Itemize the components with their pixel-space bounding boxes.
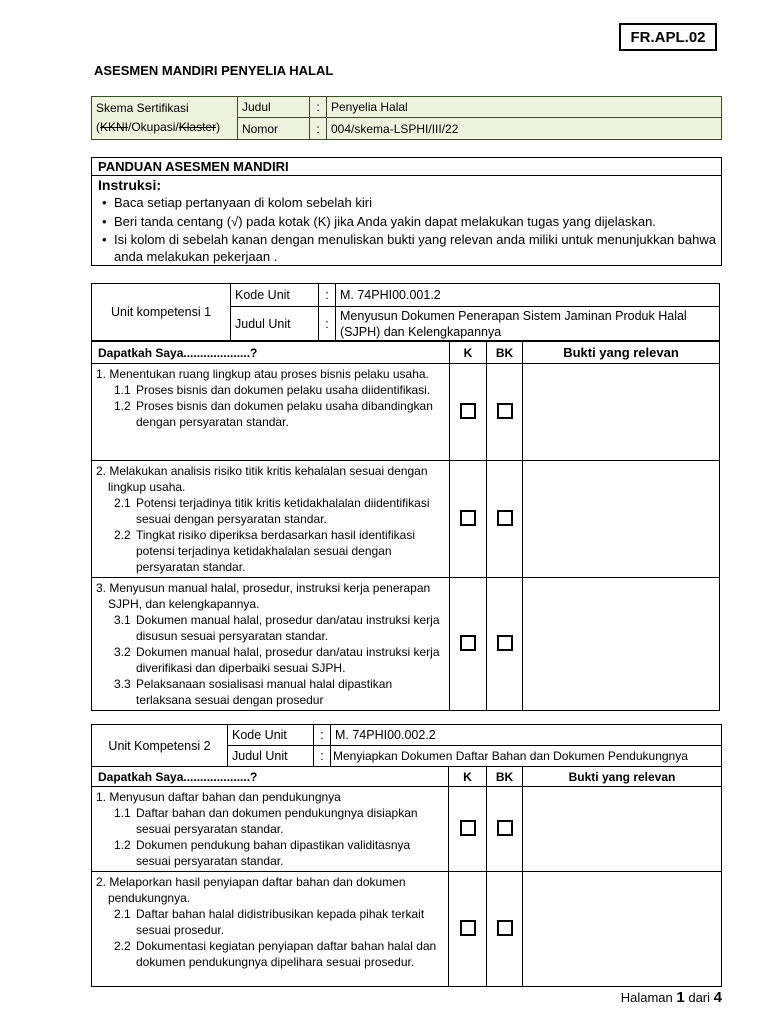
k-checkbox[interactable] [460, 920, 476, 936]
unit2-kode-label: Kode Unit [228, 725, 314, 746]
panduan-header: PANDUAN ASESMEN MANDIRI [92, 158, 721, 176]
bk-checkbox[interactable] [497, 820, 513, 836]
instruksi-label: Instruksi: [98, 177, 162, 193]
nomor-value: 004/skema-LSPHI/III/22 [327, 118, 722, 140]
table-row [92, 364, 720, 461]
unit1-label: Unit kompetensi 1 [92, 284, 231, 341]
unit2-label: Unit Kompetensi 2 [92, 725, 228, 767]
unit2-k-header: K [449, 767, 487, 787]
k-checkbox[interactable] [460, 403, 476, 419]
unit2-judul-value: Menyiapkan Dokumen Daftar Bahan dan Dokumen Pendukungnya [331, 746, 722, 767]
bukti-input[interactable] [523, 872, 722, 987]
table-row [92, 787, 722, 872]
page-total: 4 [713, 989, 722, 1006]
table-row [92, 578, 720, 711]
table-row [92, 461, 720, 578]
schema-table: Skema Sertifikasi (KKNI/Okupasi/Klaster) Judul : Penyelia Halal Nomor : 004/skema-LSPHI/III/22 [91, 96, 722, 140]
document-title: ASESMEN MANDIRI PENYELIA HALAL [94, 63, 334, 78]
page-number: 1 [676, 989, 685, 1006]
unit1-table: Unit kompetensi 1 Kode Unit : M. 74PHI00.001.2 Judul Unit : Menyusun Dokumen Penerapan Sistem Jaminan Produk Halal (SJPH) dan Kelengkapannya [91, 283, 720, 341]
unit1-k-header: K [450, 342, 487, 364]
unit1-bukti-header: Bukti yang relevan [523, 342, 720, 364]
judul-value: Penyelia Halal [327, 97, 722, 118]
unit2-table: Unit Kompetensi 2 Kode Unit : M. 74PHI00.002.2 Judul Unit : Menyiapkan Dokumen Daftar Bahan dan Dokumen Pendukungnya [91, 724, 722, 767]
judul-label: Judul [238, 97, 310, 118]
question-cell: 3. Menyusun manual halal, prosedur, instruksi kerja penerapan SJPH, dan kelengkapannya. 3.1 Dokumen manual halal, prosedur dan/atau instruksi kerja disusun sesuai persyaratan standar. 3.2 Dokumen manual halal, prosedur dan/atau instruksi kerja diverifikasi dan diperbaiki sesuai SJPH. 3.3 Pelaksanaan sosialisasi manual halal dipastikan terlaksana sesuai dengan prosedur [92, 578, 450, 711]
unit1-judul-value: Menyusun Dokumen Penerapan Sistem Jaminan Produk Halal (SJPH) dan Kelengkapannya [336, 307, 720, 341]
k-checkbox[interactable] [460, 635, 476, 651]
unit2-bk-header: BK [487, 767, 523, 787]
unit1-bk-header: BK [487, 342, 523, 364]
bk-checkbox[interactable] [497, 635, 513, 651]
k-checkbox[interactable] [460, 820, 476, 836]
unit2-bukti-header: Bukti yang relevan [523, 767, 722, 787]
form-code: FR.APL.02 [619, 23, 717, 51]
question-cell: 1. Menentukan ruang lingkup atau proses bisnis pelaku usaha. 1.1 Proses bisnis dan dokumen pelaku usaha diidentifikasi. 1.2 Proses bisnis dan dokumen pelaku usaha dibandingkan dengan persyaratan standar. [92, 364, 450, 461]
question-cell: 1. Menyusun daftar bahan dan pendukungnya 1.1 Daftar bahan dan dokumen pendukungnya disiapkan sesuai persyaratan standar. 1.2 Dokumen pendukung bahan dipastikan validitasnya sesuai persyaratan standar. [92, 787, 449, 872]
bk-checkbox[interactable] [497, 510, 513, 526]
unit1-questions [91, 341, 720, 711]
k-checkbox[interactable] [460, 510, 476, 526]
panduan-box [91, 157, 722, 266]
unit1-kode-value: M. 74PHI00.001.2 [336, 284, 720, 307]
instruksi-item: • Baca setiap pertanyaan di kolom sebelah kiri [112, 193, 721, 212]
instruksi-item: • Beri tanda centang (√) pada kotak (K) jika Anda yakin dapat melakukan tugas yang dijelaskan. [112, 212, 721, 231]
unit2-dapatkah: Dapatkah Saya....................? [92, 767, 449, 787]
bk-checkbox[interactable] [497, 403, 513, 419]
instruksi-list [92, 193, 721, 265]
bukti-input[interactable] [523, 461, 720, 578]
unit1-dapatkah: Dapatkah Saya....................? [92, 342, 450, 364]
bukti-input[interactable] [523, 787, 722, 872]
kkni-strike: KKNI [100, 120, 129, 134]
schema-label: Skema Sertifikasi (KKNI/Okupasi/Klaster) [92, 97, 238, 140]
bk-checkbox[interactable] [497, 920, 513, 936]
instruksi-item: • Isi kolom di sebelah kanan dengan menuliskan bukti yang relevan anda miliki untuk menunjukkan bahwa anda melakukan pekerjaan . [112, 231, 721, 265]
unit1-judul-label: Judul Unit [231, 307, 319, 341]
unit1-kode-label: Kode Unit [231, 284, 319, 307]
question-cell: 2. Melakukan analisis risiko titik kritis kehalalan sesuai dengan lingkup usaha. 2.1 Potensi terjadinya titik kritis ketidakhalalan diidentifikasi sesuai dengan persyaratan standar. 2.2 Tingkat risiko diperiksa berdasarkan hasil identifikasi potensi terjadinya ketidakhalalan sesuai dengan persyaratan standar. [92, 461, 450, 578]
table-row [92, 872, 722, 987]
page-footer: Halaman 1 dari 4 [620, 989, 722, 1006]
unit2-kode-value: M. 74PHI00.002.2 [331, 725, 722, 746]
bukti-input[interactable] [523, 578, 720, 711]
klaster-strike: Klaster [178, 120, 217, 134]
nomor-label: Nomor [238, 118, 310, 140]
unit2-questions [91, 766, 722, 987]
bukti-input[interactable] [523, 364, 720, 461]
unit2-judul-label: Judul Unit [228, 746, 314, 767]
question-cell: 2. Melaporkan hasil penyiapan daftar bahan dan dokumen pendukungnya. 2.1 Daftar bahan halal didistribusikan kepada pihak terkait sesuai prosedur. 2.2 Dokumentasi kegiatan penyiapan daftar bahan halal dan dokumen pendukungnya dipelihara sesuai prosedur. [92, 872, 449, 987]
